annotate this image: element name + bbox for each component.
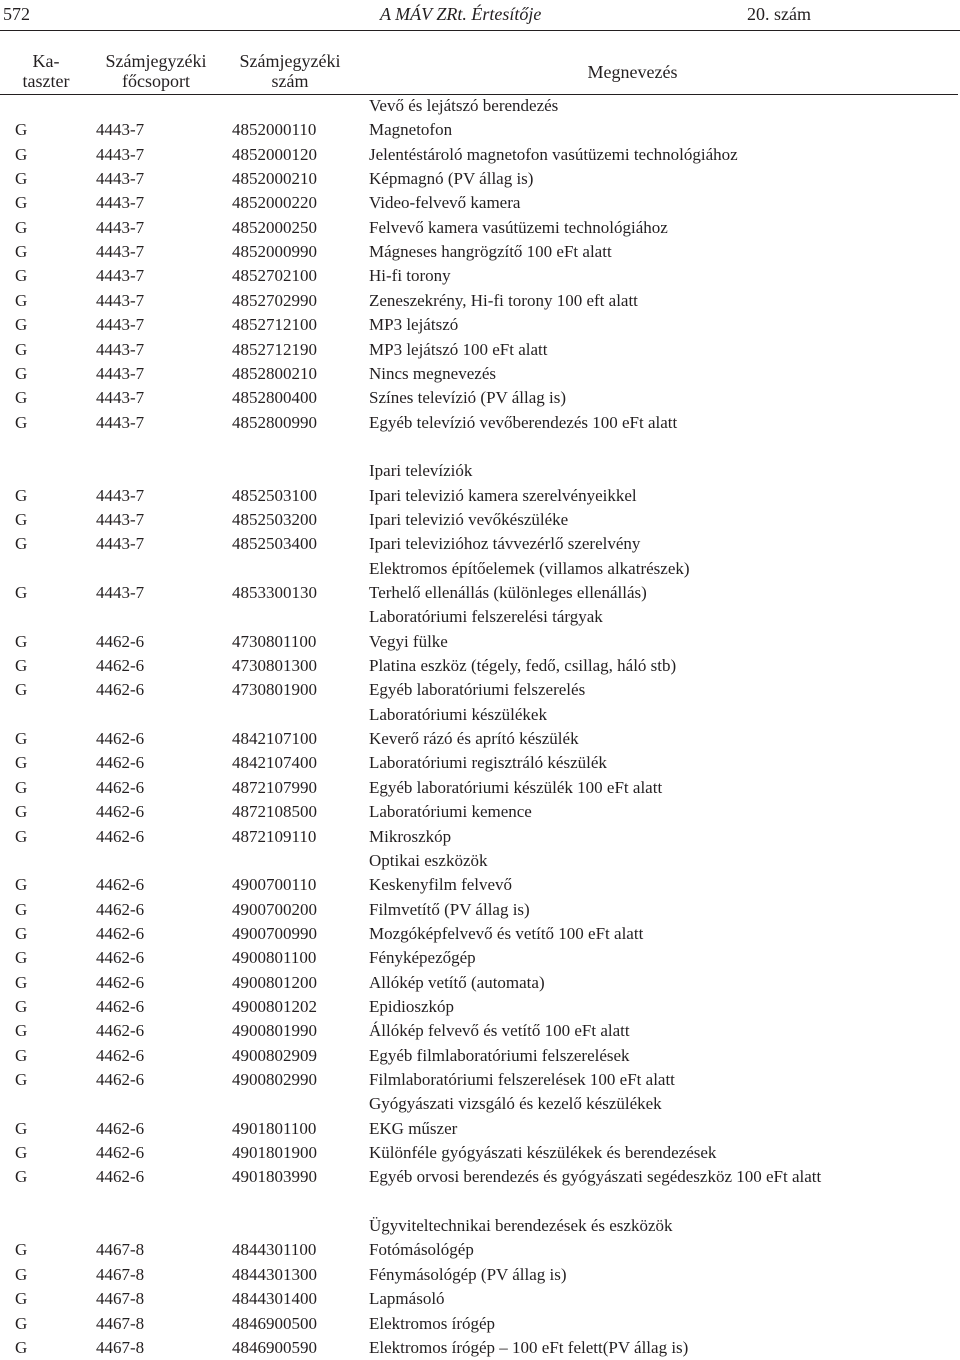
- cell-kataszter: G: [15, 412, 28, 432]
- section-heading-row: [0, 1092, 960, 1116]
- cell-focsoport: 4462-6: [96, 802, 145, 822]
- cell-kataszter: G: [15, 753, 28, 773]
- cell-focsoport: 4443-7: [96, 315, 145, 335]
- cell-kataszter: G: [15, 583, 28, 602]
- cell-focsoport: 4443-7: [96, 144, 145, 164]
- cell-kataszter: G: [15, 1021, 28, 1041]
- cell-focsoport: 4462-6: [96, 826, 145, 846]
- cell-kataszter: G: [15, 972, 28, 992]
- table-row: [0, 776, 960, 800]
- cell-focsoport: 4462-6: [96, 1070, 145, 1089]
- cell-megnevezes: MP3 lejátszó 100 eFt alatt: [369, 339, 548, 359]
- cell-megnevezes: Zeneszekrény, Hi-fi torony 100 eft alatt: [369, 290, 638, 310]
- cell-kataszter: G: [15, 1045, 28, 1065]
- cell-megnevezes: Mikroszkóp: [369, 826, 452, 846]
- cell-focsoport: 4443-7: [96, 509, 145, 529]
- cell-megnevezes: Színes televízió (PV állag is): [369, 388, 567, 408]
- cell-focsoport: 4443-7: [96, 363, 145, 383]
- cell-megnevezes: Laboratóriumi felszerelési tárgyak: [369, 607, 603, 627]
- table-row: [0, 971, 960, 995]
- table-row: [0, 338, 960, 362]
- cell-szam: 4872107990: [232, 777, 317, 797]
- page-header: [0, 0, 960, 30]
- cell-szam: 4730801900: [232, 680, 317, 700]
- cell-focsoport: 4462-6: [96, 777, 145, 797]
- cell-kataszter: G: [15, 631, 28, 651]
- cell-szam: 4852712190: [232, 339, 317, 359]
- cell-szam: 4901803990: [232, 1167, 317, 1187]
- cell-megnevezes: Allókép vetítő (automata): [369, 972, 545, 992]
- cell-szam: 4844301400: [232, 1289, 317, 1309]
- cell-szam: 4844301100: [232, 1240, 317, 1260]
- table-row: [0, 995, 960, 1019]
- cell-szam: 4844301300: [232, 1264, 317, 1284]
- section-heading-row: [0, 849, 960, 873]
- page-number: 572: [3, 4, 30, 24]
- cell-kataszter: G: [15, 777, 28, 797]
- cell-megnevezes: Laboratóriumi kemence: [369, 802, 532, 822]
- table-row: [0, 508, 960, 532]
- cell-focsoport: 4462-6: [96, 899, 145, 919]
- cell-kataszter: G: [15, 923, 28, 943]
- cell-szam: 4900700110: [232, 875, 317, 895]
- cell-megnevezes: Mágneses hangrögzítő 100 eFt alatt: [369, 242, 612, 262]
- table-row: [0, 362, 960, 386]
- cell-megnevezes: Keskenyfilm felvevő: [369, 875, 513, 895]
- cell-szam: 4872108500: [232, 802, 317, 822]
- cell-focsoport: 4462-6: [96, 1045, 145, 1065]
- cell-szam: 4852000120: [232, 144, 317, 164]
- cell-focsoport: 4462-6: [96, 875, 145, 895]
- table-row: [0, 1068, 960, 1092]
- cell-focsoport: 4462-6: [96, 996, 145, 1016]
- cell-focsoport: 4443-7: [96, 339, 145, 359]
- cell-szam: 4846900590: [232, 1337, 317, 1357]
- cell-focsoport: 4443-7: [96, 217, 145, 237]
- cell-focsoport: 4467-8: [96, 1264, 145, 1284]
- column-header-kataszter: Ka- taszter: [22, 51, 70, 91]
- cell-megnevezes: Mozgóképfelvevő és vetítő 100 eFt alatt: [369, 923, 644, 943]
- cell-focsoport: 4467-8: [96, 1313, 145, 1333]
- cell-kataszter: G: [15, 729, 28, 749]
- cell-kataszter: G: [15, 1337, 28, 1357]
- cell-szam: 4872109110: [232, 826, 317, 846]
- cell-focsoport: 4467-8: [96, 1337, 145, 1357]
- cell-kataszter: G: [15, 144, 28, 164]
- cell-megnevezes: Ipari televizió kamera szerelvényeikkel: [369, 485, 637, 505]
- cell-megnevezes: Egyéb laboratóriumi készülék 100 eFt alatt: [369, 777, 663, 797]
- cell-focsoport: 4443-7: [96, 485, 145, 505]
- table-row: [0, 216, 960, 240]
- cell-megnevezes: EKG műszer: [369, 1118, 458, 1138]
- cell-kataszter: G: [15, 1240, 28, 1260]
- table-row: [0, 313, 960, 337]
- cell-megnevezes: Lapmásoló: [369, 1289, 445, 1309]
- cell-megnevezes: Platina eszköz (tégely, fedő, csillag, háló stb): [369, 656, 677, 676]
- table-row: [0, 898, 960, 922]
- table-row: [0, 1044, 960, 1068]
- cell-megnevezes: Laboratóriumi regisztráló készülék: [369, 753, 607, 773]
- column-header-focsoport: Számjegyzéki főcsoport: [105, 51, 207, 91]
- table-row: [0, 1165, 960, 1189]
- table-row: [0, 800, 960, 824]
- cell-megnevezes: Egyéb filmlaboratóriumi felszerelések: [369, 1045, 630, 1065]
- publication-title: A MÁV ZRt. Értesítője: [380, 4, 542, 24]
- cell-szam: 4852000210: [232, 169, 317, 189]
- cell-szam: 4730801300: [232, 656, 317, 676]
- cell-megnevezes: Hi-fi torony: [369, 266, 451, 286]
- cell-szam: 4900801990: [232, 1021, 317, 1041]
- cell-kataszter: G: [15, 242, 28, 262]
- table-row: [0, 946, 960, 970]
- cell-focsoport: 4462-6: [96, 631, 145, 651]
- cell-kataszter: G: [15, 1070, 28, 1089]
- table-row: [0, 118, 960, 142]
- table-row: [0, 727, 960, 751]
- cell-szam: 4842107100: [232, 729, 317, 749]
- cell-kataszter: G: [15, 339, 28, 359]
- cell-szam: 4852000110: [232, 120, 317, 140]
- cell-megnevezes: Vegyi fülke: [369, 631, 448, 651]
- table-row: [0, 1287, 960, 1311]
- cell-kataszter: G: [15, 485, 28, 505]
- cell-szam: 4852503100: [232, 485, 317, 505]
- cell-focsoport: 4467-8: [96, 1240, 145, 1260]
- cell-focsoport: 4462-6: [96, 923, 145, 943]
- cell-szam: 4900801200: [232, 972, 317, 992]
- cell-kataszter: G: [15, 363, 28, 383]
- cell-focsoport: 4443-7: [96, 583, 145, 602]
- cell-focsoport: 4443-7: [96, 266, 145, 286]
- table-row: [0, 825, 960, 849]
- cell-megnevezes: Laboratóriumi készülékek: [369, 704, 547, 724]
- table-row: [0, 240, 960, 264]
- cell-megnevezes: Filmvetítő (PV állag is): [369, 899, 530, 919]
- cell-szam: 4852800400: [232, 388, 317, 408]
- cell-szam: 4852800210: [232, 363, 317, 383]
- cell-kataszter: G: [15, 1264, 28, 1284]
- cell-focsoport: 4443-7: [96, 388, 145, 408]
- table-row: [0, 167, 960, 191]
- table-row: [0, 1141, 960, 1165]
- table-row: [0, 411, 960, 435]
- table-row: [0, 1336, 960, 1360]
- section-heading-row: [0, 435, 960, 459]
- table-row: [0, 630, 960, 654]
- cell-kataszter: G: [15, 315, 28, 335]
- table-row: [0, 581, 960, 605]
- cell-megnevezes: Terhelő ellenállás (különleges ellenállás): [369, 583, 647, 602]
- table-row: [0, 143, 960, 167]
- cell-megnevezes: Video-felvevő kamera: [369, 193, 521, 213]
- cell-megnevezes: Fénymásológép (PV állag is): [369, 1264, 567, 1284]
- section-heading-row: [0, 94, 960, 118]
- cell-szam: 4852000990: [232, 242, 317, 262]
- section-heading-row: [0, 1190, 960, 1214]
- cell-kataszter: G: [15, 996, 28, 1016]
- cell-kataszter: G: [15, 680, 28, 700]
- cell-megnevezes: Különféle gyógyászati készülékek és berendezések: [369, 1143, 717, 1163]
- table-row: [0, 1019, 960, 1043]
- cell-kataszter: G: [15, 875, 28, 895]
- cell-megnevezes: Állókép felvevő és vetítő 100 eFt alatt: [369, 1021, 630, 1041]
- table-row: [0, 922, 960, 946]
- cell-kataszter: G: [15, 290, 28, 310]
- cell-szam: 4852702100: [232, 266, 317, 286]
- column-header-szam: Számjegyzéki szám: [239, 51, 341, 91]
- cell-focsoport: 4443-7: [96, 193, 145, 213]
- cell-megnevezes: Egyéb laboratóriumi felszerelés: [369, 680, 586, 700]
- cell-szam: 4901801900: [232, 1143, 317, 1163]
- table-row: [0, 191, 960, 215]
- cell-szam: 4852800990: [232, 412, 317, 432]
- cell-szam: 4852503200: [232, 509, 317, 529]
- cell-szam: 4842107400: [232, 753, 317, 773]
- cell-focsoport: 4462-6: [96, 948, 145, 968]
- cell-kataszter: G: [15, 802, 28, 822]
- cell-kataszter: G: [15, 217, 28, 237]
- cell-megnevezes: Ügyviteltechnikai berendezések és eszközök: [369, 1216, 673, 1236]
- cell-kataszter: G: [15, 1118, 28, 1138]
- cell-focsoport: 4443-7: [96, 242, 145, 262]
- cell-focsoport: 4462-6: [96, 1021, 145, 1041]
- cell-focsoport: 4443-7: [96, 412, 145, 432]
- cell-kataszter: G: [15, 388, 28, 408]
- cell-megnevezes: Felvevő kamera vasútüzemi technológiához: [369, 217, 668, 237]
- cell-szam: 4900801202: [232, 996, 317, 1016]
- cell-megnevezes: Nincs megnevezés: [369, 363, 496, 383]
- cell-megnevezes: Optikai eszközök: [369, 850, 488, 870]
- cell-focsoport: 4462-6: [96, 729, 145, 749]
- cell-megnevezes: Elektromos építőelemek (villamos alkatrészek): [369, 558, 690, 578]
- section-heading-row: [0, 557, 960, 581]
- table-row: [0, 386, 960, 410]
- cell-megnevezes: Elektromos írógép – 100 eFt felett(PV állag is): [369, 1337, 689, 1357]
- cell-kataszter: G: [15, 899, 28, 919]
- cell-kataszter: G: [15, 1289, 28, 1309]
- cell-szam: 4853300130: [232, 583, 317, 602]
- issue-number: 20. szám: [747, 4, 811, 24]
- cell-szam: 4730801100: [232, 631, 317, 651]
- cell-kataszter: G: [15, 169, 28, 189]
- cell-focsoport: 4467-8: [96, 1289, 145, 1309]
- cell-szam: 4852000220: [232, 193, 317, 213]
- cell-megnevezes: Magnetofon: [369, 120, 453, 140]
- cell-megnevezes: Epidioszkóp: [369, 996, 454, 1016]
- table-row: [0, 1312, 960, 1336]
- cell-szam: 4900802990: [232, 1070, 317, 1089]
- cell-kataszter: G: [15, 509, 28, 529]
- cell-kataszter: G: [15, 534, 28, 554]
- cell-szam: 4852503400: [232, 534, 317, 554]
- cell-megnevezes: MP3 lejátszó: [369, 315, 459, 335]
- cell-focsoport: 4443-7: [96, 534, 145, 554]
- cell-megnevezes: Fotómásológép: [369, 1240, 474, 1260]
- cell-focsoport: 4443-7: [96, 120, 145, 140]
- table-row: [0, 873, 960, 897]
- cell-kataszter: G: [15, 826, 28, 846]
- cell-megnevezes: Ipari televíziók: [369, 461, 473, 481]
- cell-szam: 4852000250: [232, 217, 317, 237]
- cell-megnevezes: Képmagnó (PV állag is): [369, 169, 534, 189]
- cell-megnevezes: Elektromos írógép: [369, 1313, 496, 1333]
- cell-focsoport: 4443-7: [96, 290, 145, 310]
- cell-szam: 4900700200: [232, 899, 317, 919]
- table-row: [0, 751, 960, 775]
- cell-kataszter: G: [15, 1313, 28, 1333]
- cell-szam: 4852712100: [232, 315, 317, 335]
- cell-megnevezes: Filmlaboratóriumi felszerelések 100 eFt alatt: [369, 1070, 675, 1089]
- cell-megnevezes: Keverő rázó és aprító készülék: [369, 729, 579, 749]
- cell-kataszter: G: [15, 948, 28, 968]
- cell-kataszter: G: [15, 193, 28, 213]
- cell-focsoport: 4462-6: [96, 680, 145, 700]
- table-row: [0, 1263, 960, 1287]
- cell-megnevezes: Ipari televizió vevőkészüléke: [369, 509, 569, 529]
- cell-focsoport: 4462-6: [96, 1118, 145, 1138]
- table-row: [0, 532, 960, 556]
- cell-focsoport: 4462-6: [96, 656, 145, 676]
- table-row: [0, 1117, 960, 1141]
- header-rule: [0, 30, 960, 31]
- cell-megnevezes: Ipari televizióhoz távvezérlő szerelvény: [369, 534, 641, 554]
- cell-focsoport: 4462-6: [96, 1167, 145, 1187]
- cell-szam: 4901801100: [232, 1118, 317, 1138]
- cell-focsoport: 4443-7: [96, 169, 145, 189]
- cell-szam: 4900700990: [232, 923, 317, 943]
- cell-szam: 4852702990: [232, 290, 317, 310]
- cell-megnevezes: Gyógyászati vizsgáló és kezelő készülékek: [369, 1094, 662, 1114]
- cell-szam: 4900802909: [232, 1045, 317, 1065]
- cell-megnevezes: Egyéb televízió vevőberendezés 100 eFt alatt: [369, 412, 678, 432]
- section-heading-row: [0, 1214, 960, 1238]
- cell-megnevezes: Jelentéstároló magnetofon vasútüzemi technológiához: [369, 144, 738, 164]
- cell-focsoport: 4462-6: [96, 1143, 145, 1163]
- table-row: [0, 289, 960, 313]
- section-heading-row: [0, 605, 960, 629]
- cell-megnevezes: Fényképezőgép: [369, 948, 476, 968]
- table-row: [0, 1238, 960, 1262]
- table-row: [0, 654, 960, 678]
- cell-megnevezes: Egyéb orvosi berendezés és gyógyászati segédeszköz 100 eFt alatt: [369, 1167, 822, 1187]
- cell-kataszter: G: [15, 1143, 28, 1163]
- table-row: [0, 484, 960, 508]
- cell-kataszter: G: [15, 266, 28, 286]
- table-row: [0, 264, 960, 288]
- table-row: [0, 678, 960, 702]
- cell-kataszter: G: [15, 1167, 28, 1187]
- cell-szam: 4900801100: [232, 948, 317, 968]
- section-heading-row: [0, 703, 960, 727]
- cell-kataszter: G: [15, 120, 28, 140]
- section-heading-row: [0, 459, 960, 483]
- cell-kataszter: G: [15, 656, 28, 676]
- cell-szam: 4846900500: [232, 1313, 317, 1333]
- cell-megnevezes: Vevő és lejátszó berendezés: [369, 96, 559, 115]
- cell-focsoport: 4462-6: [96, 753, 145, 773]
- column-header-megnevezes: Megnevezés: [587, 62, 678, 82]
- cell-focsoport: 4462-6: [96, 972, 145, 992]
